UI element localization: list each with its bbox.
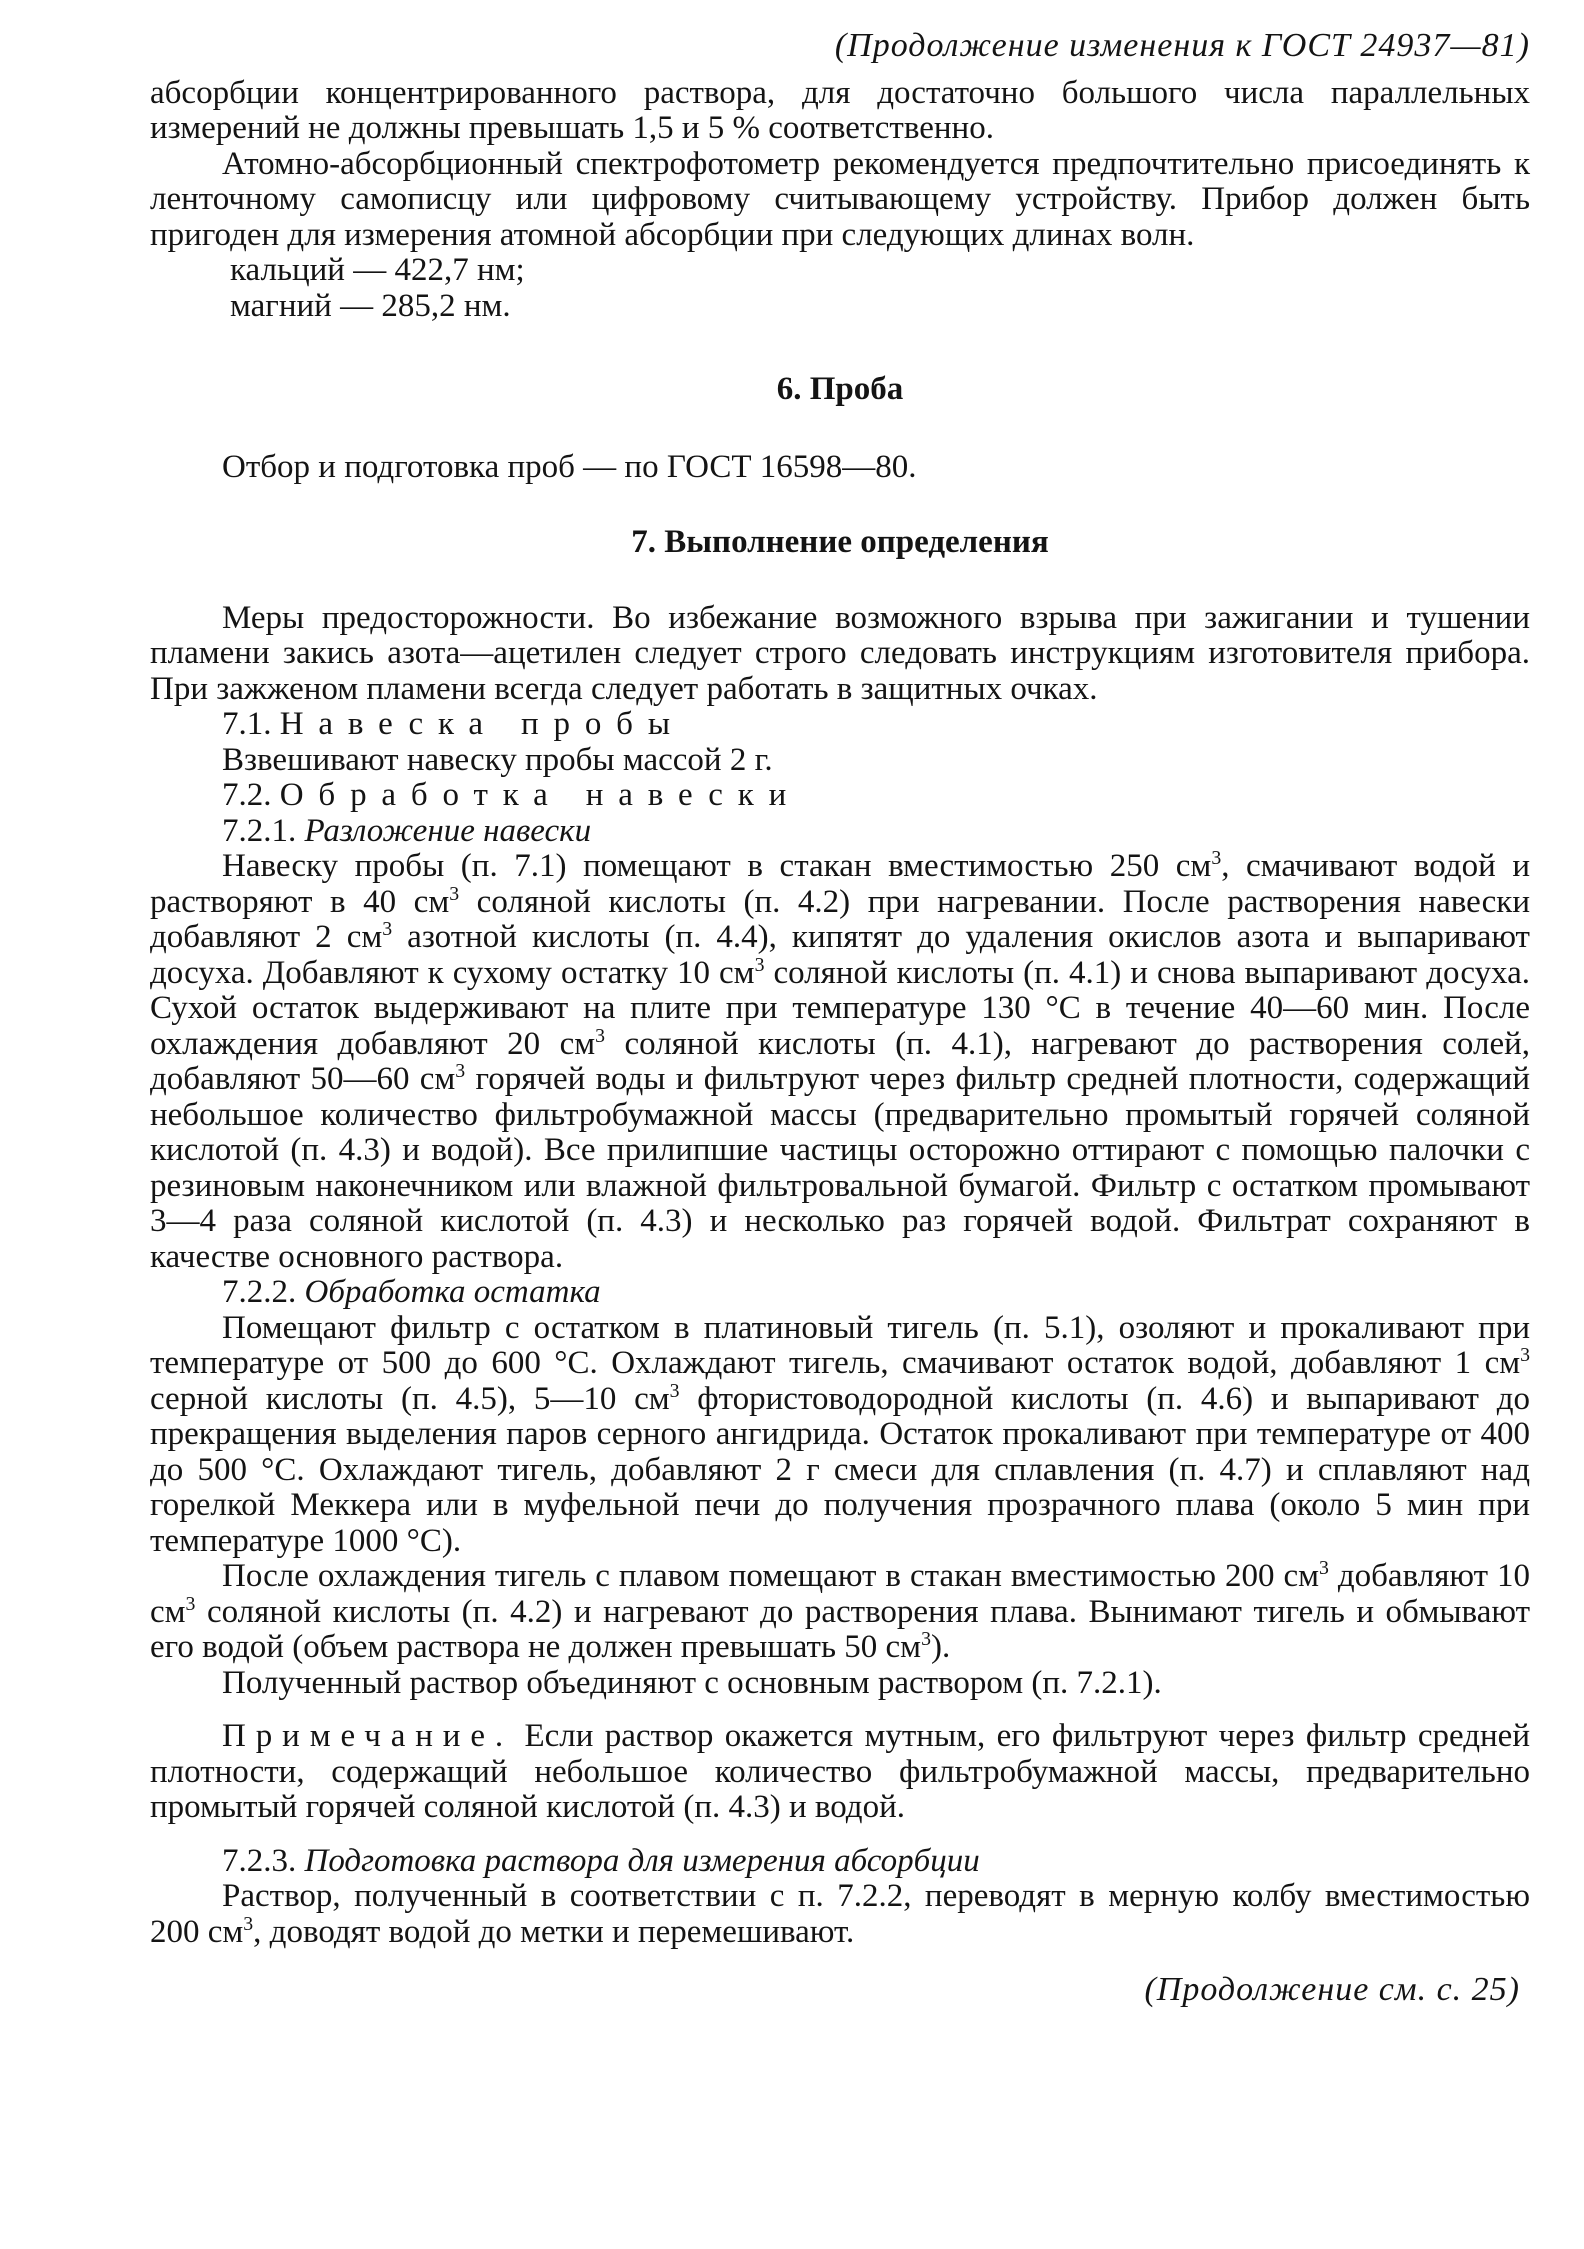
subsection-7-2-2-paragraph-3: Полученный раствор объединяют с основным раствором (п. 7.2.1). [222, 1664, 1162, 1701]
text-run: Помещают фильтр с остатком в платиновый тигель (п. 5.1), озоляют и прокаливают при температуре от 500 до 600 °C. Охлаждают тигель, смачивают остаток водой, добавляют 1 см [150, 1309, 1530, 1381]
text-run: серной кислоты (п. 4.5), 5—10 см [150, 1380, 670, 1417]
subsection-7-2-3-text [150, 1879, 1530, 1950]
subsection-7-1-text: Взвешивают навеску пробы массой 2 г. [222, 741, 773, 778]
superscript: 3 [1211, 847, 1222, 869]
note-paragraph [150, 1719, 1530, 1826]
text-run: добавляют 10 см [150, 1558, 1530, 1630]
document-page [150, 28, 1530, 2008]
text-run: соляной кислоты (п. 4.2) и нагревают до растворения плава. Вынимают тигель и обмывают его водой (объем раствора не должен превышать 50 см [150, 1593, 1530, 1665]
superscript: 3 [669, 1379, 680, 1402]
subsection-7-2-1-heading [150, 814, 1530, 850]
subsection-7-2-2-paragraph-2 [150, 1559, 1530, 1666]
superscript: 3 [595, 1024, 606, 1047]
superscript: 3 [185, 1592, 196, 1615]
superscript: 3 [449, 882, 460, 905]
text-run: , смачивают водой и растворяют в 40 см [150, 848, 1530, 920]
wavelength-calcium: кальций — 422,7 нм; [230, 252, 525, 288]
text-run: горячей воды и фильтруют через фильтр средней плотности, содержащий небольшое количество фильтробумажной массы (предварительно промытый горячей соляной кислотой (п. 4.3) и водой). Все прилипшие частицы осторожно оттирают с помощью палочки с резиновым наконечником или влажной фильтровальной бумагой. Фильтр с остатком промывают 3—4 раза соляной кислотой (п. 4.3) и несколько раз горячей водой. Фильтрат сохраняют в качестве основного раствора. [150, 1061, 1530, 1275]
note-text: Если раствор окажется мутным, его фильтруют через фильтр средней плотности, содержащий небольшое количество фильтробумажной массы, предварительно промытый горячей соляной кислотой (п. 4.3) и водой. [150, 1718, 1530, 1825]
text-run: ). [930, 1629, 951, 1665]
subsection-7-2-heading [150, 778, 1530, 814]
subsection-7-1-number: 7.1. [222, 706, 272, 742]
running-footer: (Продолжение см. с. 25) [1144, 1971, 1520, 2008]
text-run: соляной кислоты (п. 4.1) и снова выпаривают досуха. Сухой остаток выдерживают на плите при температуре 130 °C в течение 40—60 мин. После охлаждения добавляют 20 см [150, 954, 1530, 1062]
note-label: Примечание. [222, 1718, 514, 1754]
superscript: 3 [382, 918, 393, 940]
section-7-heading: 7. Выполнение определения [631, 524, 1049, 560]
subsection-7-2-number: 7.2. [222, 777, 272, 813]
subsection-7-1-title: Навеска пробы [279, 706, 685, 742]
subsection-7-2-3-heading [150, 1844, 1530, 1880]
text-run: После охлаждения тигель с плавом помещают в стакан вместимостью 200 см [222, 1558, 1319, 1594]
paragraph-spectrophotometer: Атомно-абсорбционный спектрофотометр рекомендуется предпочтительно присоединять к ленточному самописцу или цифровому считывающему устройству. Прибор должен быть пригоден для измерения атомной абсорбции при следующих длинах волн. [150, 145, 1530, 253]
subsection-7-2-1-number: 7.2.1. [222, 812, 297, 849]
superscript: 3 [1520, 1344, 1530, 1366]
text-run: фтористоводородной кислоты (п. 4.6) и выпаривают до прекращения выделения паров серного ангидрида. Остаток прокаливают при температуре от 400 до 500 °C. Охлаждают тигель, добавляют 2 г смеси для сплавления (п. 4.7) и сплавляют над горелкой Меккера или в муфельной печи до получения прозрачного плава (около 5 мин при температуре 1000 °C). [150, 1380, 1530, 1559]
superscript: 3 [455, 1060, 466, 1082]
section-6-heading: 6. Проба [776, 371, 904, 407]
text-run: Раствор, полученный в соответствии с п. 7.2.2, переводят в мерную колбу вместимостью 200 см [150, 1878, 1530, 1950]
subsection-7-1-heading [150, 707, 1530, 743]
running-header: (Продолжение изменения к ГОСТ 24937—81) [834, 27, 1530, 64]
text-run: Навеску пробы (п. 7.1) помещают в стакан вместимостью 250 см [222, 848, 1212, 884]
subsection-7-2-3-title: Подготовка раствора для измерения абсорбции [304, 1842, 980, 1879]
section-6-text: Отбор и подготовка проб — по ГОСТ 16598—80. [222, 448, 917, 485]
subsection-7-2-2-number: 7.2.2. [222, 1274, 297, 1310]
superscript: 3 [1318, 1557, 1329, 1579]
text-run: соляной кислоты (п. 4.1), нагревают до растворения солей, добавляют 50—60 см [150, 1025, 1531, 1097]
superscript: 3 [754, 953, 765, 976]
subsection-7-2-2-heading [150, 1275, 1530, 1311]
superscript: 3 [243, 1912, 254, 1935]
text-run: , доводят водой до метки и перемешивают. [253, 1913, 855, 1950]
wavelength-magnesium: магний — 285,2 нм. [230, 287, 511, 324]
subsection-7-2-3-number: 7.2.3. [222, 1842, 297, 1879]
subsection-7-2-2-paragraph-1 [150, 1311, 1530, 1560]
safety-paragraph: Меры предосторожности. Во избежание возможного взрыва при зажигании и тушении пламени закись азота—ацетилен следует строго следовать инструкциям изготовителя прибора. При зажженом пламени всегда следует работать в защитных очках. [150, 599, 1530, 707]
subsection-7-2-1-text [150, 849, 1530, 1275]
text-run: соляной кислоты (п. 4.2) при нагревании. После растворения навески добавляют 2 см [150, 883, 1530, 955]
subsection-7-2-1-title: Разложение навески [304, 812, 592, 849]
paragraph-continuation: абсорбции концентрированного раствора, для достаточно большого числа параллельных измерений не должны превышать 1,5 и 5 % соответственно. [150, 74, 1530, 146]
subsection-7-2-2-title: Обработка остатка [304, 1274, 601, 1310]
text-run: азотной кислоты (п. 4.4), кипятят до удаления окислов азота и выпаривают досуха. Добавляют к сухому остатку 10 см [150, 919, 1530, 991]
superscript: 3 [921, 1628, 931, 1650]
subsection-7-2-title: Обработка навески [279, 777, 802, 813]
